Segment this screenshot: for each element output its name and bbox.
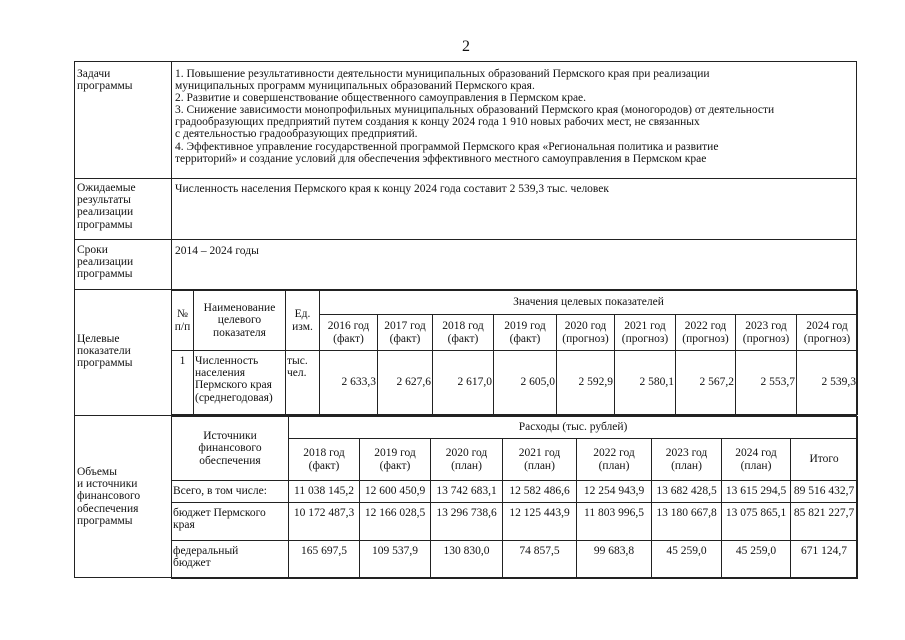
year-header: 2023 год (план) [652,439,722,481]
indicator-unit: тыс. чел. [286,351,320,415]
expense-value: 12 600 450,9 [360,481,431,503]
values-header: Значения целевых показателей [320,291,858,315]
tasks-text: 1. Повышение результативности деятельности муниципальных образований Пермского края при реализации муниципальных программ муниципальных образований Пермского края. 2. Развитие и совершенствование общественного самоуправления в Пермском крае. 3. Снижение зависимости монопрофильных муниципальных образований Пермского края (моногородов) от деятельности градообразующих предприятий путем создания к концу 2024 года 1 910 новых рабочих мест, не связанных с деятельностью градообразующих предприятий. 4. Эффективное управление государственной программой Пермского края «Региональная политика и развитие территорий» и создание условий для обеспечения эффективного местного самоуправления в Пермском крае [175,68,775,165]
targets-row [75,290,856,416]
expense-value: 11 038 145,2 [289,481,360,503]
expense-value: 12 254 943,9 [577,481,652,503]
targets-table [171,290,858,415]
expense-value: 13 615 294,5 [722,481,791,503]
total-header: Итого [791,439,858,481]
expense-value: 165 697,5 [289,541,360,579]
expenses-header: Расходы (тыс. рублей) [289,417,858,439]
indicator-name: Численность населения Пермского края (среднегодовая) [194,351,286,415]
target-value: 2 567,2 [676,351,736,415]
source-name: федеральный бюджет [172,541,289,579]
row-num: 1 [172,351,194,415]
year-header: 2019 год (факт) [360,439,431,481]
target-value: 2 605,0 [494,351,557,415]
year-header: 2020 год (прогноз) [557,315,615,351]
target-value: 2 592,9 [557,351,615,415]
finance-label: Объемы и источники финансового обеспечения программы [77,466,141,527]
expense-total: 671 124,7 [791,541,858,579]
expense-value: 10 172 487,3 [289,503,360,541]
expense-total: 85 821 227,7 [791,503,858,541]
table-row [172,541,858,579]
expense-value: 12 166 028,5 [360,503,431,541]
expense-value: 45 259,0 [652,541,722,579]
year-header: 2021 год (план) [503,439,577,481]
source-header: Источники финансового обеспечения [172,417,289,481]
terms-label: Сроки реализации программы [77,244,134,281]
finance-row [75,416,856,578]
expense-value: 13 296 738,6 [431,503,503,541]
year-header: 2018 год (факт) [433,315,494,351]
results-label: Ожидаемые результаты реализации программы [77,182,136,231]
results-text: Численность населения Пермского края к концу 2024 года составит 2 539,3 тыс. человек [175,183,609,195]
year-header: 2020 год (план) [431,439,503,481]
expense-value: 109 537,9 [360,541,431,579]
expense-total: 89 516 432,7 [791,481,858,503]
year-header: 2022 год (прогноз) [676,315,736,351]
expense-value: 11 803 996,5 [577,503,652,541]
target-value: 2 553,7 [736,351,797,415]
expense-value: 13 180 667,8 [652,503,722,541]
finance-table [171,416,858,579]
source-name: бюджет Пермского края [172,503,289,541]
year-header: 2024 год (план) [722,439,791,481]
results-row [75,179,856,240]
terms-text: 2014 – 2024 годы [175,245,259,257]
col-unit-header: Ед. изм. [286,291,320,351]
year-header: 2016 год (факт) [320,315,378,351]
year-header: 2024 год (прогноз) [797,315,858,351]
page-number: 2 [462,38,470,55]
year-header: 2019 год (факт) [494,315,557,351]
expense-value: 12 582 486,6 [503,481,577,503]
expense-value: 13 075 865,1 [722,503,791,541]
target-value: 2 627,6 [378,351,433,415]
expense-value: 45 259,0 [722,541,791,579]
target-value: 2 617,0 [433,351,494,415]
year-header: 2017 год (факт) [378,315,433,351]
expense-value: 13 682 428,5 [652,481,722,503]
target-value: 2 539,3 [797,351,858,415]
year-header: 2023 год (прогноз) [736,315,797,351]
source-name: Всего, в том числе: [172,481,289,503]
terms-row [75,240,856,290]
target-value: 2 580,1 [615,351,676,415]
table-row [172,503,858,541]
table-row [172,351,858,415]
expense-value: 74 857,5 [503,541,577,579]
col-num-header: № п/п [172,291,194,351]
target-value: 2 633,3 [320,351,378,415]
expense-value: 99 683,8 [577,541,652,579]
table-row [172,481,858,503]
year-header: 2021 год (прогноз) [615,315,676,351]
targets-label: Целевые показатели программы [77,333,133,370]
tasks-row [75,62,856,179]
tasks-label: Задачи программы [77,68,133,93]
year-header: 2022 год (план) [577,439,652,481]
col-indicator-header: Наименование целевого показателя [194,291,286,351]
program-passport-table [74,61,857,578]
year-header: 2018 год (факт) [289,439,360,481]
expense-value: 13 742 683,1 [431,481,503,503]
expense-value: 130 830,0 [431,541,503,579]
expense-value: 12 125 443,9 [503,503,577,541]
